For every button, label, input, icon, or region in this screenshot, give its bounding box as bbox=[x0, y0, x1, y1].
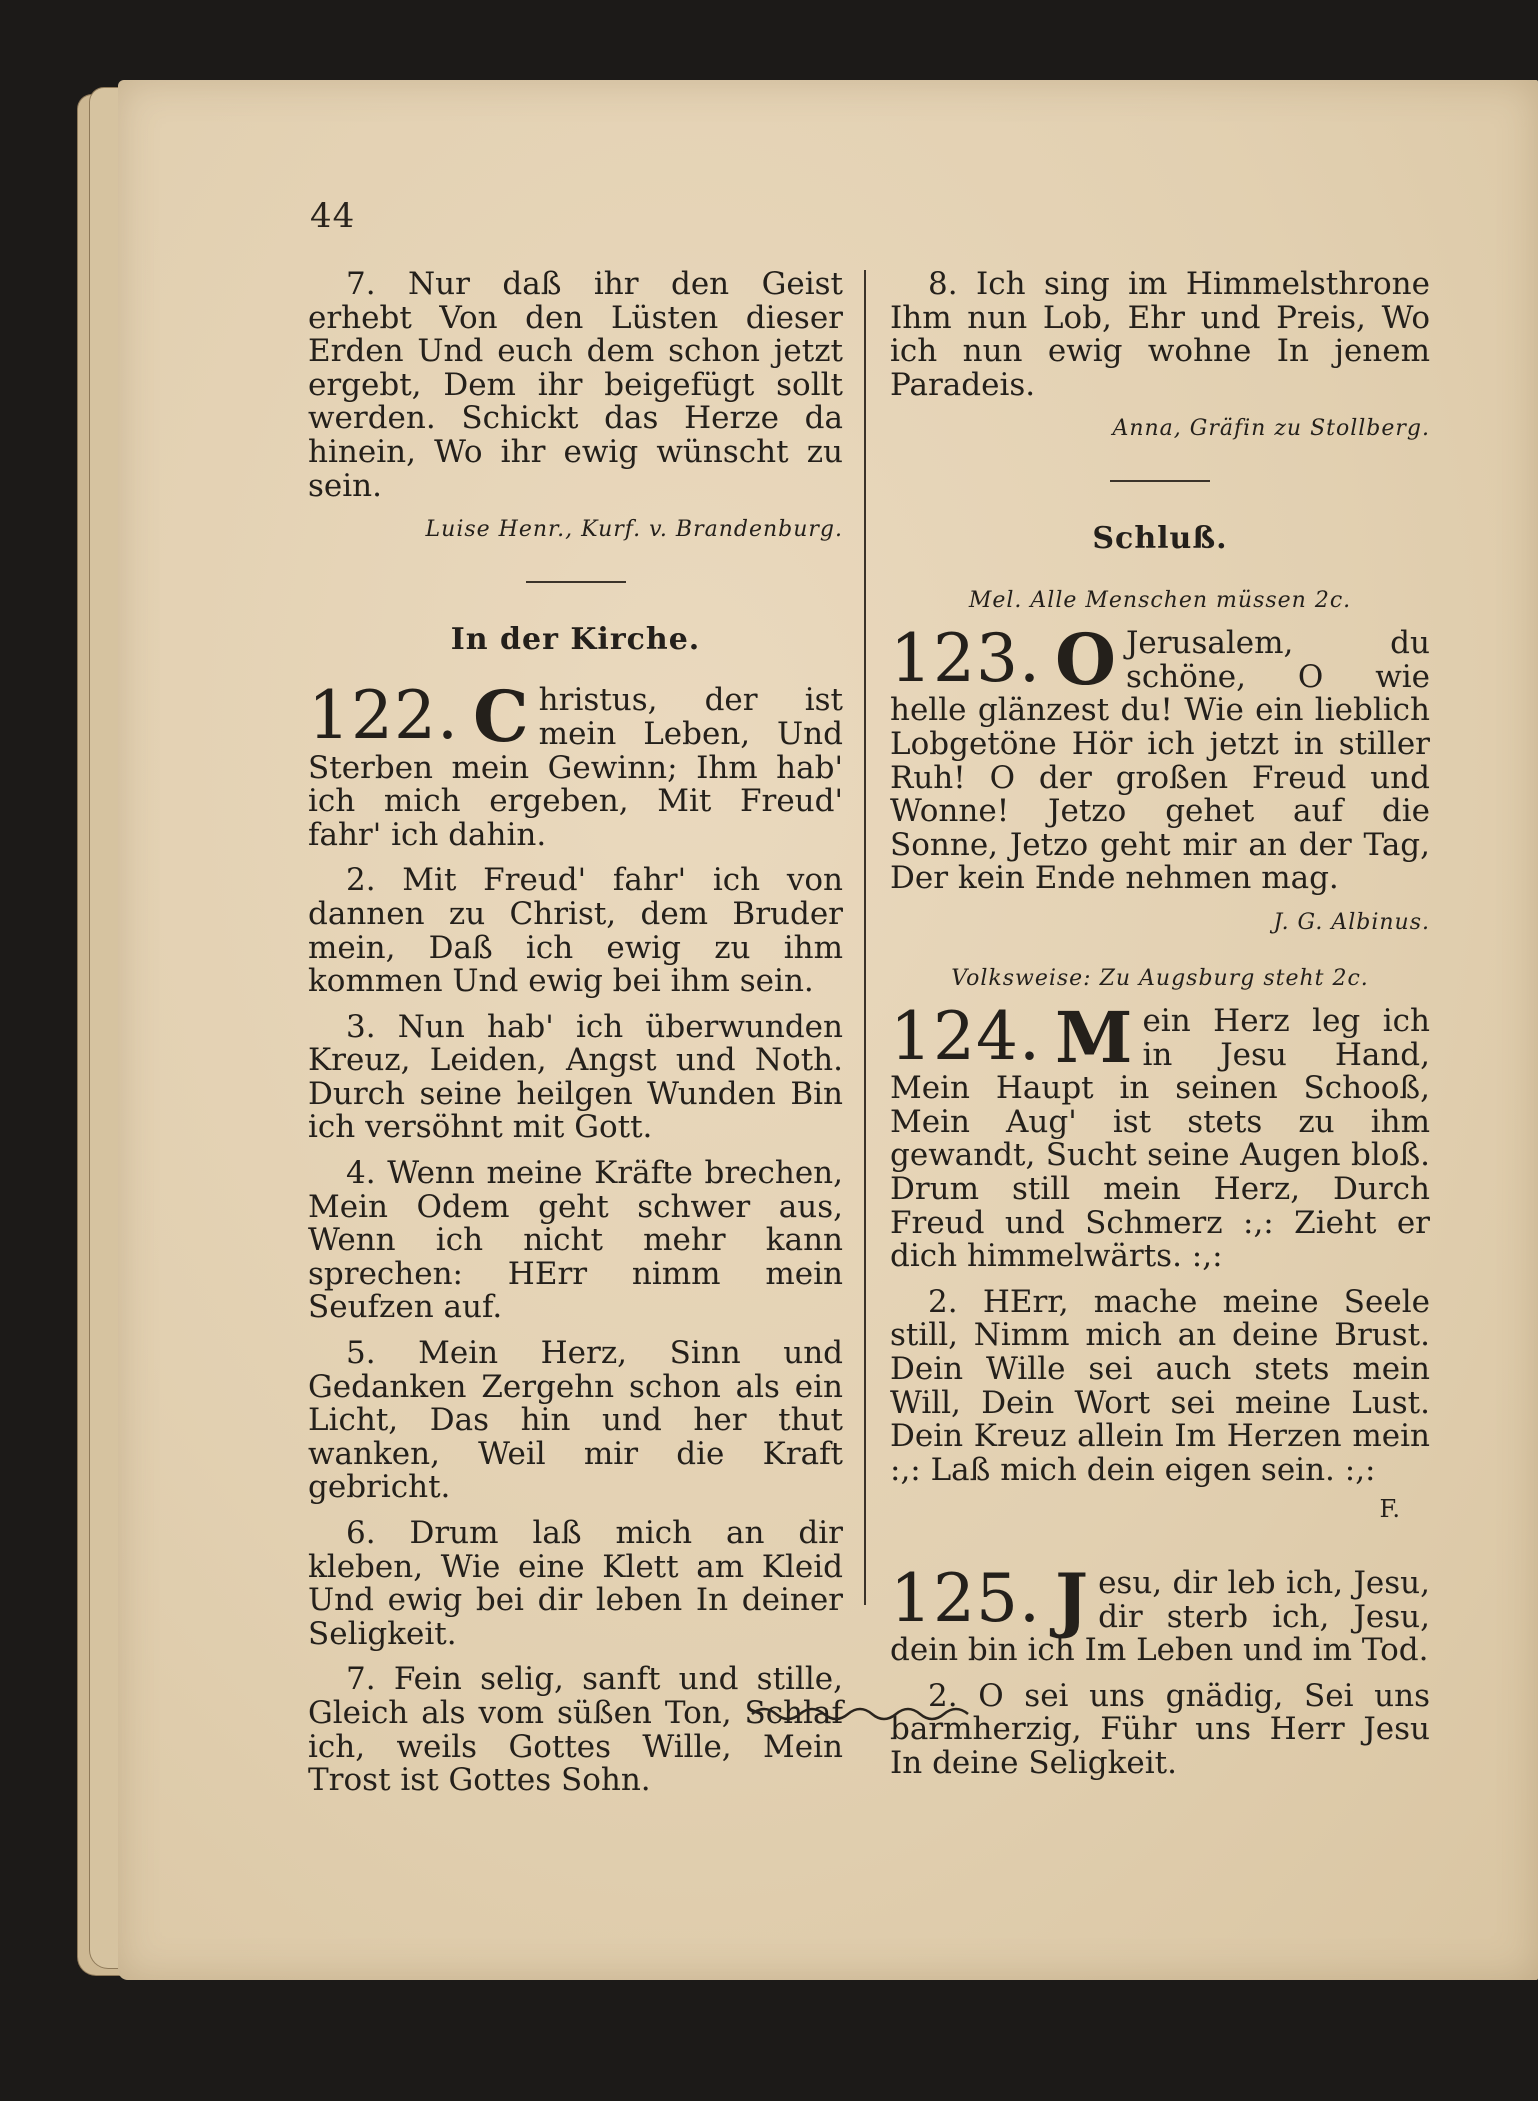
hymn-124-sign: F. bbox=[1379, 1495, 1400, 1524]
hymn-122-initial: C bbox=[472, 675, 529, 759]
hymn-122-verse-5: 5. Mein Herz, Sinn und Gedanken Zergehn schon als ein Licht, Das hin und her thut wanken, Weil mir die Kraft gebricht. bbox=[308, 1335, 843, 1506]
previous-hymn-author: Luise Henr., Kurf. v. Brandenburg. bbox=[425, 517, 843, 543]
hymn-124-verse-2: 2. HErr, mache meine Seele still, Nimm mich an deine Brust. Dein Wille sei auch stets mein Will, Dein Wort sei meine Lust. Dein Kreuz allein Im Herzen mein :,: Laß mich dein eigen sein. :,: bbox=[890, 1283, 1430, 1488]
hymn-number-122: 122. bbox=[308, 677, 459, 755]
hymn-number-123: 123. bbox=[890, 620, 1041, 698]
section-heading-schluss: Schluß. bbox=[1092, 520, 1228, 556]
hymn-125-initial: J bbox=[1054, 1558, 1089, 1641]
hymn-125 bbox=[890, 1558, 1430, 1669]
section-heading-kirche: In der Kirche. bbox=[450, 621, 701, 657]
section-rule bbox=[526, 581, 626, 583]
hymn-122-verse-7: 7. Fein selig, sanft und stille, Gleich als vom süßen Ton, Schlaf ich, weils Gottes Wille, Mein Trost ist Gottes Sohn. bbox=[308, 1661, 843, 1799]
hymn-number-125: 125. bbox=[890, 1560, 1041, 1637]
page-number: 44 bbox=[310, 196, 356, 236]
previous-hymn-author-right: Anna, Gräfin zu Stollberg. bbox=[1112, 416, 1430, 442]
hymn-125-verse-1: esu, dir leb ich, Jesu, dir sterb ich, Jesu, dein bin ich Im Leben und im Tod. bbox=[890, 1565, 1430, 1669]
hymn-number-124: 124. bbox=[890, 998, 1041, 1076]
wave-ornament bbox=[750, 1700, 970, 1724]
hymn-124-initial: M bbox=[1054, 996, 1133, 1080]
hymn-122-verse-3: 3. Nun hab' ich überwunden Kreuz, Leiden, Angst und Noth. Durch seine heilgen Wunden Bin ich versöhnt mit Gott. bbox=[308, 1008, 843, 1146]
hymn-123 bbox=[890, 618, 1430, 897]
hymn-123-melody: Mel. Alle Menschen müssen 2c. bbox=[968, 587, 1352, 613]
right-column bbox=[890, 268, 1430, 1793]
hymn-124-verse-1: ein Herz leg ich in Jesu Hand, Mein Haupt in seinen Schooß, Mein Aug' ist stets zu ihm gewandt, Sucht seine Augen bloß. Drum still mein Herz, Durch Freud und Schmerz :,: Zieht er dich himmelwärts. :,: bbox=[890, 1003, 1430, 1275]
left-column bbox=[308, 268, 843, 1810]
previous-hymn-verse-right: 8. Ich sing im Himmelsthrone Ihm nun Lob, Ehr und Preis, Wo ich nun ewig wohne In jenem Paradeis. bbox=[890, 266, 1430, 403]
hymn-122 bbox=[308, 675, 843, 853]
column-divider bbox=[864, 270, 866, 1605]
hymn-122-verse-6: 6. Drum laß mich an dir kleben, Wie eine Klett am Kleid Und ewig bei dir leben In deiner Seligkeit. bbox=[308, 1515, 843, 1652]
hymn-122-verse-2: 2. Mit Freud' fahr' ich von dannen zu Christ, dem Bruder mein, Daß ich ewig zu ihm kommen Und ewig bei ihm sein. bbox=[308, 862, 843, 1000]
hymn-125-verse-2: 2. O sei uns gnädig, Sei uns barmherzig, Führ uns Herr Jesu In deine Seligkeit. bbox=[890, 1677, 1430, 1781]
hymn-124-melody: Volksweise: Zu Augsburg steht 2c. bbox=[951, 965, 1369, 991]
previous-hymn-verse: 7. Nur daß ihr den Geist erhebt Von den Lüsten dieser Erden Und euch dem schon jetzt ergebt, Dem ihr beigefügt sollt werden. Schickt das Herze da hinein, Wo ihr ewig wünscht zu sein. bbox=[308, 266, 843, 504]
hymn-122-verse-4: 4. Wenn meine Kräfte brechen, Mein Odem geht schwer aus, Wenn ich nicht mehr kann sprechen: HErr nimm mein Seufzen auf. bbox=[308, 1155, 843, 1326]
hymn-122-verse-1: hristus, der ist mein Leben, Und Sterben mein Gewinn; Ihm hab' ich mich ergeben, Mit Freud' fahr' ich dahin. bbox=[308, 682, 843, 853]
hymn-123-verse-1: Jerusalem, du schöne, O wie helle glänzest du! Wie ein lieblich Lobgetöne Hör ich jetzt in stiller Ruh! O der großen Freud und Wonne! Jetzo gehet auf die Sonne, Jetzo geht mir an der Tag, Der kein Ende nehmen mag. bbox=[890, 625, 1430, 897]
section-rule-right bbox=[1110, 480, 1210, 482]
hymn-124 bbox=[890, 996, 1430, 1275]
hymn-123-initial: O bbox=[1054, 618, 1116, 702]
hymn-123-author: J. G. Albinus. bbox=[1273, 909, 1430, 935]
